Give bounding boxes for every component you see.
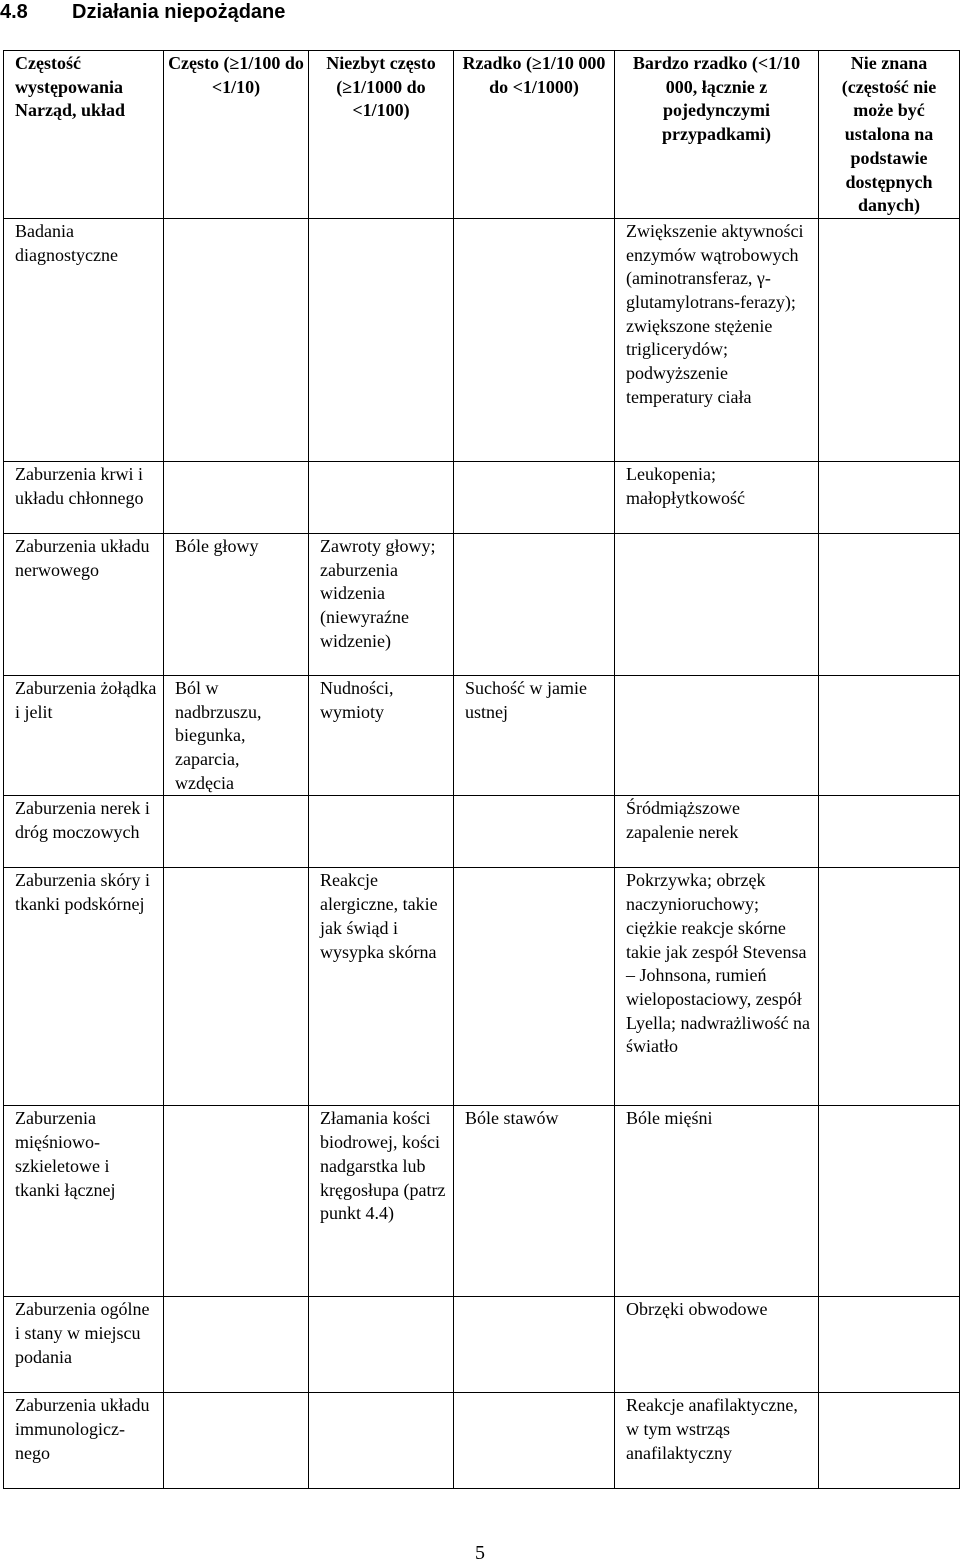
- uncommon-cell: [309, 1297, 454, 1393]
- section-number: 4.8: [0, 1, 28, 23]
- unknown-cell: [819, 1297, 960, 1393]
- section-title: Działania niepożądane: [72, 1, 286, 23]
- header-unknown: Nie znana (częstość nie może być ustalona na podstawie dostępnych danych): [819, 51, 960, 219]
- header-rare: Rzadko (≥1/10 000 do <1/1000): [454, 51, 615, 219]
- header-organ-class: Częstość występowania Narząd, układ: [4, 51, 164, 219]
- section-heading: [0, 0, 960, 26]
- table-row: [4, 1106, 960, 1297]
- unknown-cell: [819, 1393, 960, 1489]
- common-cell: [164, 1297, 309, 1393]
- adverse-reactions-table: [3, 50, 960, 1489]
- organ-cell: Zaburzenia krwi i układu chłonnego: [4, 461, 164, 533]
- organ-cell: Zaburzenia skóry i tkanki podskórnej: [4, 868, 164, 1106]
- organ-cell: Zaburzenia mięśniowo-szkieletowe i tkanki łącznej: [4, 1106, 164, 1297]
- uncommon-cell: [309, 1393, 454, 1489]
- rare-cell: Bóle stawów: [454, 1106, 615, 1297]
- table-row: [4, 675, 960, 796]
- header-common: Często (≥1/100 do <1/10): [164, 51, 309, 219]
- unknown-cell: [819, 868, 960, 1106]
- table-row: [4, 461, 960, 533]
- very-rare-cell: [615, 533, 819, 675]
- header-uncommon: Niezbyt często (≥1/1000 do <1/100): [309, 51, 454, 219]
- rare-cell: [454, 868, 615, 1106]
- uncommon-cell: [309, 218, 454, 461]
- unknown-cell: [819, 675, 960, 796]
- organ-cell: Zaburzenia nerek i dróg moczowych: [4, 796, 164, 868]
- common-cell: [164, 868, 309, 1106]
- organ-cell: Badania diagnostyczne: [4, 218, 164, 461]
- very-rare-cell: Obrzęki obwodowe: [615, 1297, 819, 1393]
- unknown-cell: [819, 796, 960, 868]
- unknown-cell: [819, 1106, 960, 1297]
- very-rare-cell: Pokrzywka; obrzęk naczynioruchowy; ciężkie reakcje skórne takie jak zespół Stevensa – Johnsona, rumień wielopostaciowy, zespół Lyella; nadwrażliwość na światło: [615, 868, 819, 1106]
- very-rare-cell: Leukopenia; małopłytkowość: [615, 461, 819, 533]
- unknown-cell: [819, 461, 960, 533]
- uncommon-cell: Zawroty głowy; zaburzenia widzenia (niewyraźne widzenie): [309, 533, 454, 675]
- rare-cell: [454, 796, 615, 868]
- common-cell: [164, 461, 309, 533]
- header-very-rare: Bardzo rzadko (<1/10 000, łącznie z pojedynczymi przypadkami): [615, 51, 819, 219]
- uncommon-cell: Nudności, wymioty: [309, 675, 454, 796]
- common-cell: [164, 1106, 309, 1297]
- common-cell: [164, 1393, 309, 1489]
- organ-cell: Zaburzenia układu nerwowego: [4, 533, 164, 675]
- table-row: [4, 1297, 960, 1393]
- rare-cell: [454, 461, 615, 533]
- rare-cell: [454, 218, 615, 461]
- rare-cell: [454, 1393, 615, 1489]
- uncommon-cell: Złamania kości biodrowej, kości nadgarstka lub kręgosłupa (patrz punkt 4.4): [309, 1106, 454, 1297]
- uncommon-cell: [309, 461, 454, 533]
- table-row: [4, 796, 960, 868]
- common-cell: Ból w nadbrzuszu, biegunka, zaparcia, wzdęcia: [164, 675, 309, 796]
- rare-cell: Suchość w jamie ustnej: [454, 675, 615, 796]
- very-rare-cell: Zwiększenie aktywności enzymów wątrobowych (aminotransferaz, γ-glutamylotrans-ferazy); zwiększone stężenie triglicerydów; podwyższenie temperatury ciała: [615, 218, 819, 461]
- table-row: [4, 868, 960, 1106]
- table-row: [4, 533, 960, 675]
- page-number: 5: [475, 1542, 485, 1564]
- common-cell: [164, 218, 309, 461]
- rare-cell: [454, 533, 615, 675]
- common-cell: [164, 796, 309, 868]
- rare-cell: [454, 1297, 615, 1393]
- very-rare-cell: Reakcje anafilaktyczne, w tym wstrząs anafilaktyczny: [615, 1393, 819, 1489]
- organ-cell: Zaburzenia układu immunologicz-nego: [4, 1393, 164, 1489]
- very-rare-cell: Śródmiąższowe zapalenie nerek: [615, 796, 819, 868]
- very-rare-cell: Bóle mięśni: [615, 1106, 819, 1297]
- uncommon-cell: [309, 796, 454, 868]
- unknown-cell: [819, 218, 960, 461]
- table-header-row: [4, 51, 960, 219]
- table-row: [4, 1393, 960, 1489]
- uncommon-cell: Reakcje alergiczne, takie jak świąd i wysypka skórna: [309, 868, 454, 1106]
- unknown-cell: [819, 533, 960, 675]
- table-row: [4, 218, 960, 461]
- organ-cell: Zaburzenia ogólne i stany w miejscu podania: [4, 1297, 164, 1393]
- organ-cell: Zaburzenia żołądka i jelit: [4, 675, 164, 796]
- common-cell: Bóle głowy: [164, 533, 309, 675]
- very-rare-cell: [615, 675, 819, 796]
